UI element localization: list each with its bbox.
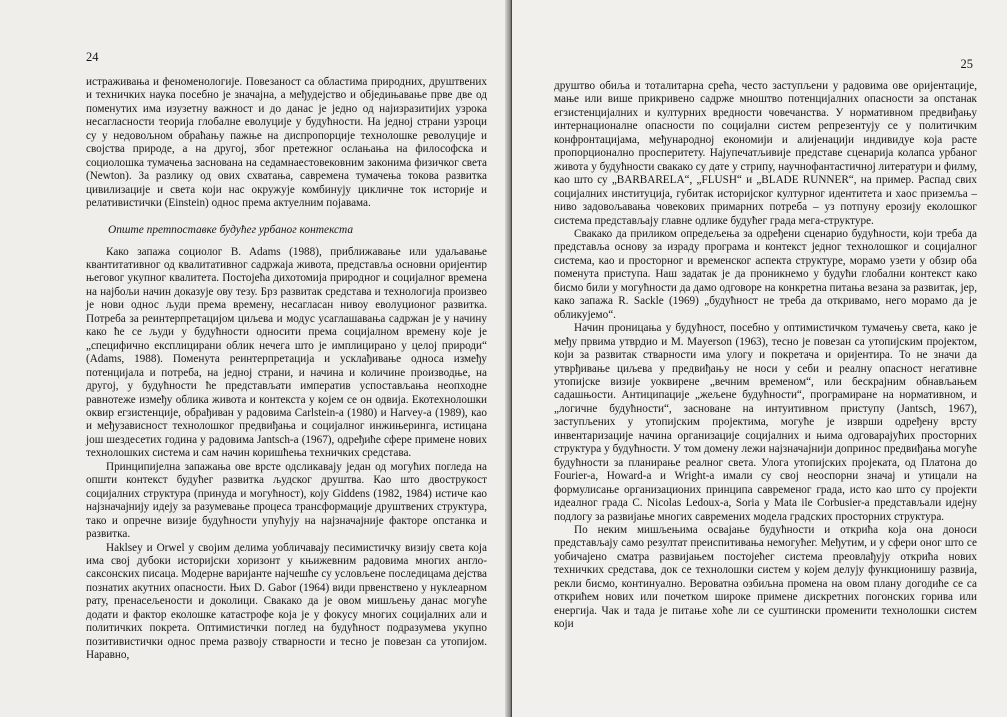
- paragraph: Свакако да приликом опредељења за одређени сценарио будућности, који треба да представља основу за израду програма и контекст једног технолошког и социјалног система, као и просторног и временског аспекта структуре, морамо узети у обзир оба поменута приступа. Наш задатак је да проникнемо у будући глобални контекст како бисмо били у могућности да дамо одговоре на конкретна питања везана за развитак, јер, како запажа R. Sackle (1969) „будућност не треба да откривамо, него морамо да је обликујемо“.: [554, 227, 977, 321]
- page-number: 25: [960, 57, 973, 71]
- section-heading: Опште претпоставке будућег урбаног контекста: [108, 223, 354, 236]
- paragraph: Како запажа социолог B. Adams (1988), приближавање или удаљавање квантитативног од квалитативног садржаја живота, представља основни оријентир његовог укупног квалитета. Постојећа дихотомија природног и социјалног времена на најбољи начин доказује ову тезу. Брз развитак средстава и технологија произвео је нови однос људи према времену, несагласан нивоу еволуционог развитка. Потреба за реинтерпретацијом циљева и модус усаглашавања садржан је у начину како ће се људи у будућности односити према социјалном времену које је „специфично експлицирани облик нечега што је имплицирано у целој природи“ (Adams, 1988). Поменута реинтерпретација и усклађивање односа између потенцијала и потреба, на једној страни, и начина и количине производње, на другој, у будућности ће представљати императив успостављања неопходне равнотеже између облика живота и контекста у којем се он одвија. Екотехнолошки оквир егзистенције, обрађиван у радовима Carlstein-a (1980) и Harvey-a (1989), као и међузависност технолошког предвиђања и социјалног инжињеринга, истицана још шездесетих година у радовима Jantsch-a (1967), одређиће сфере примене нових технолошких система и сам начин коришћења техничких средстава.: [86, 245, 487, 460]
- paragraph: Haklsey и Orwel у својим делима уобличавају песимистичку визију света која има свој дубоки историјски хоризонт у књижевним радовима многих англо-саксонских писаца. Модерне варијанте најчешће су условљене последицама дејства познатих акутних опасности. Њих D. Gabor (1964) види првенствено у нуклеарном рату, пренасељености и доколици. Свакако да је овом мишљењу данас могуће додати и фактор еколошке катастрофе која је у фокусу многих социјалних али и политичких покрета. Оптимистички поглед на будућност подразумева укупно позитивистички однос према развоју стварности и тесно је повезан са утопијом. Наравно,: [86, 541, 487, 662]
- right-page: [512, 0, 1007, 717]
- paragraph: друштво обиља и тоталитарна срећа, често заступљени у радовима ове оријентације, мање или више прикривено садрже мноштво потенцијалних опасности за опстанак егзистенцијалних и културних вредности човечанства. У нормативном предвиђању интернационалне опасности по социјални систем репрезентују се у политичким конфронтацијама, међународној економији и алијенацији индивидуе која расте пропорционално просперитету. Најупечатљивије представе сценарија колапса урбаног живота у будућности свакако су дате у стрипу, научнофантастичној литератури и филму, као што су „BARBARELA“, „FLUSH“ и „BLADE RUNNER“, на пример. Распад свих социјалних институција, губитак историјског културног идентитета и хаос приземља – ниво задовољавања човекових примарних потреба – уз потпуну ерозију еколошког система представљају главне одлике будућег града мега-структуре.: [554, 80, 977, 227]
- paragraph: Начин проницања у будућност, посебно у оптимистичком тумачењу света, како је међу првима утврдио и M. Mayerson (1963), тесно је повезан са утопијским пројектом, који за развитак стварности има улогу и покретача и оријентира. То не значи да утврђивање циљева у предвиђању не носи у себи и реалну опасност негативне утопијске визије уоквирене „вечним временом“, или бескрајним обнављањем садашњости. Антиципације „жељене будућности“, програмиране на нормативном, и „логичне будућности“, засноване на интуитивном приступу (Jantsch, 1967), заступљених у утопијским пројектима, могуће је изврши одређену врсту инвентаризације начина организације социјалних и њима одговарајућих просторних структура у будућности. У том домену лежи најзначајнији допринос предвиђања могуће будућности за планирање реалног света. Улога утопијских пројеката, од Платона до Fourier-a, Howard-a и Wright-a имали су свој неоспорни значај и утицали на формулисање организационих принципа савременог града, исто као што су пројекти идеалног града C. Nicolas Ledoux-a, Soria y Mata ile Corbusier-a представљали идејну подлогу за развијање многих савремених модела градских просторних структура.: [554, 322, 977, 523]
- page-number: 24: [86, 50, 99, 64]
- paragraph: истраживања и феноменологије. Повезаност са областима природних, друштвених и техничких наука посебно је значајна, а међудејство и обједињавање прве две од поменутих има изузетну важност и до данас је једно од најизразитијих узрока несагласности теорија глобалне еволуције у будућности. На једној страни узроци су у недовољном обраћању пажње на диспропорције технолошке револуције и својства природе, а на другој, због претежног ослањања на философска и социолошка тумачења заснована на седамнаестовековним законима физичког света (Newton). За разлику од ових схватања, савремена тумачења токова развитка цивилизације и света који нас окружује комбинују цикличне ток историје и релативистички (Einstein) однос према актуелним појавама.: [86, 76, 487, 210]
- paragraph: По неким мишљењима освајање будућности и открића која она доноси представљају само резултат преиспитивања немогућег. Међутим, и у сфери оног што се уобичајено сматра развијањем постојећег система преовлађују открића нових техничких средстава, док се технолошки систем у којем делују функционишу развија, рекли бисмо, континуално. Вероватна озбиљна промена на овом плану догодиће се са открићем нових или почетком широке примене дискретних погонских горива или енергија. Чак и тада је питање хоће ли се суштински променити технолошки систем који: [554, 523, 977, 631]
- paragraph: Принципијелна запажања ове врсте одсликавају један од могућих погледа на општи контекст будућег развитка људског друштва. Као што двострукост социјалних структура (принуда и могућност), коју Giddens (1982, 1984) истиче као најзначајнију идеју за разумевање процеса трансформације друштвених структура, тако и опречне визије будућности упућују на најзначајније факторе опстанка и развитка.: [86, 460, 487, 541]
